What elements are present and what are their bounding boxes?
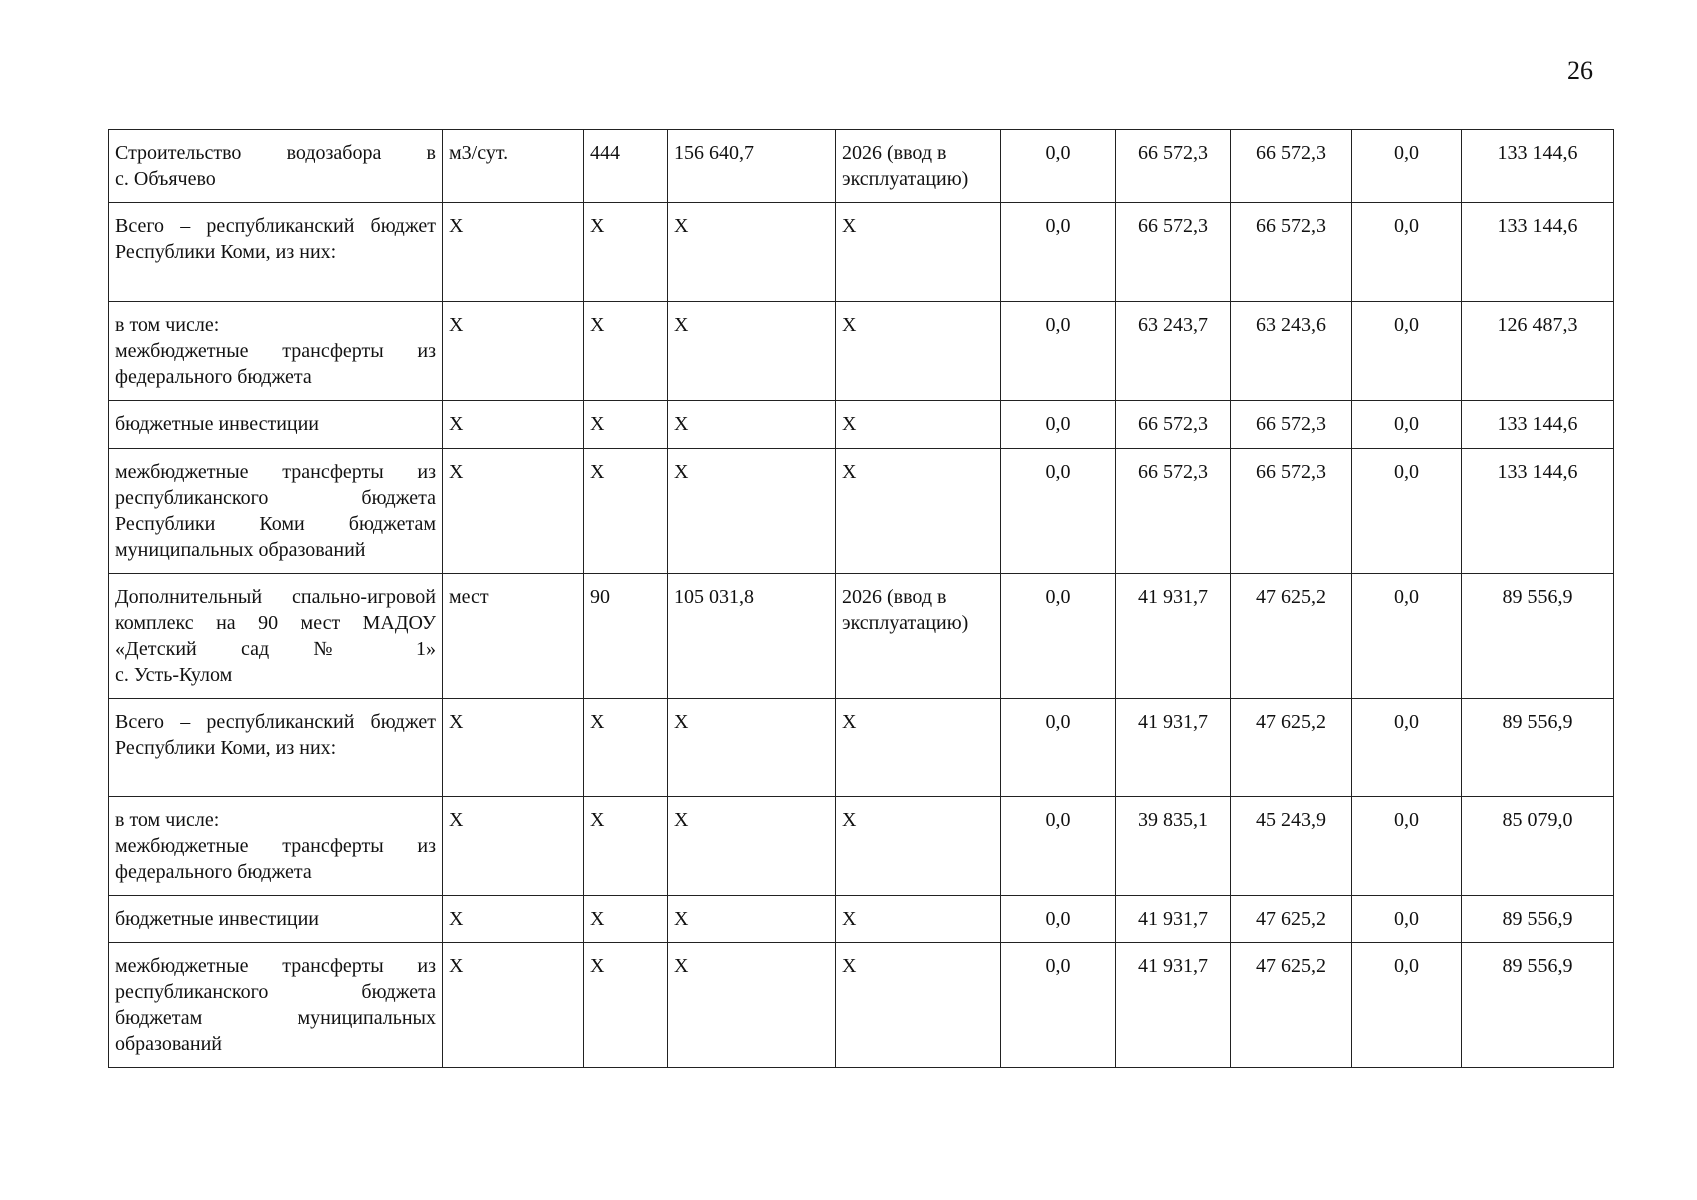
year-cell: 2026 (ввод в эксплуатацию) bbox=[836, 574, 1001, 699]
value-cell: 0,0 bbox=[1001, 699, 1116, 797]
table-row bbox=[109, 574, 1614, 699]
total-cell: 133 144,6 bbox=[1462, 203, 1614, 302]
object-name-line: межбюджетные трансферты из республиканского бюджета Республики Коми бюджетам муниципальных образований bbox=[115, 461, 436, 561]
object-name-cell bbox=[109, 699, 443, 797]
value-cell: 0,0 bbox=[1001, 943, 1116, 1068]
object-name-cell bbox=[109, 943, 443, 1068]
unit-cell: X bbox=[443, 699, 584, 797]
value-cell: 41 931,7 bbox=[1116, 574, 1231, 699]
capacity-cell: X bbox=[584, 943, 668, 1068]
total-cell: 126 487,3 bbox=[1462, 302, 1614, 401]
capacity-cell: 90 bbox=[584, 574, 668, 699]
total-cell: 89 556,9 bbox=[1462, 699, 1614, 797]
unit-cell: X bbox=[443, 203, 584, 302]
table-row bbox=[109, 699, 1614, 797]
object-name-line: межбюджетные трансферты из федерального бюджета bbox=[115, 835, 436, 883]
object-name-cell bbox=[109, 401, 443, 449]
value-cell: 66 572,3 bbox=[1116, 449, 1231, 574]
object-name-line: в том числе: bbox=[115, 809, 220, 831]
total-cell: 89 556,9 bbox=[1462, 574, 1614, 699]
object-name-cell bbox=[109, 203, 443, 302]
table-row bbox=[109, 943, 1614, 1068]
table-row bbox=[109, 130, 1614, 203]
year-cell: X bbox=[836, 699, 1001, 797]
capacity-cell: X bbox=[584, 203, 668, 302]
total-cell: 133 144,6 bbox=[1462, 449, 1614, 574]
unit-cell: м3/сут. bbox=[443, 130, 584, 203]
table-row bbox=[109, 302, 1614, 401]
year-cell: X bbox=[836, 797, 1001, 896]
value-cell: 41 931,7 bbox=[1116, 896, 1231, 943]
capacity-cell: X bbox=[584, 401, 668, 449]
unit-cell: X bbox=[443, 896, 584, 943]
unit-cell: X bbox=[443, 302, 584, 401]
object-name-line: межбюджетные трансферты из федерального бюджета bbox=[115, 340, 436, 388]
value-cell: 0,0 bbox=[1001, 449, 1116, 574]
total-cell: 89 556,9 bbox=[1462, 896, 1614, 943]
value-cell: 0,0 bbox=[1352, 797, 1462, 896]
value-cell: 66 572,3 bbox=[1116, 401, 1231, 449]
value-cell: 47 625,2 bbox=[1231, 943, 1352, 1068]
object-name-line: с. Усть-Кулом bbox=[115, 664, 233, 686]
value-cell: 66 572,3 bbox=[1116, 203, 1231, 302]
total-cell: 133 144,6 bbox=[1462, 130, 1614, 203]
object-name-line: бюджетные инвестиции bbox=[115, 413, 320, 435]
value-cell: 0,0 bbox=[1352, 401, 1462, 449]
value-cell: 0,0 bbox=[1352, 699, 1462, 797]
value-cell: 47 625,2 bbox=[1231, 699, 1352, 797]
value-cell: 41 931,7 bbox=[1116, 699, 1231, 797]
object-name-cell bbox=[109, 797, 443, 896]
capacity-cell: X bbox=[584, 699, 668, 797]
year-cell: X bbox=[836, 943, 1001, 1068]
value-cell: 0,0 bbox=[1001, 302, 1116, 401]
cost-cell: X bbox=[668, 449, 836, 574]
year-cell: 2026 (ввод в эксплуатацию) bbox=[836, 130, 1001, 203]
cost-cell: X bbox=[668, 302, 836, 401]
year-cell: X bbox=[836, 203, 1001, 302]
object-name-line: Всего – республиканский бюджет Республики Коми, из них: bbox=[115, 215, 436, 263]
value-cell: 0,0 bbox=[1352, 130, 1462, 203]
object-name-line: в том числе: bbox=[115, 314, 220, 336]
page-number: 26 bbox=[1567, 56, 1593, 85]
cost-cell: X bbox=[668, 943, 836, 1068]
value-cell: 63 243,7 bbox=[1116, 302, 1231, 401]
object-name-line: Всего – республиканский бюджет Республики Коми, из них: bbox=[115, 711, 436, 759]
value-cell: 63 243,6 bbox=[1231, 302, 1352, 401]
capacity-cell: X bbox=[584, 449, 668, 574]
cost-cell: X bbox=[668, 203, 836, 302]
value-cell: 39 835,1 bbox=[1116, 797, 1231, 896]
object-name-line: межбюджетные трансферты из республиканского бюджета бюджетам муниципальных образований bbox=[115, 955, 436, 1055]
object-name-cell bbox=[109, 574, 443, 699]
table-row bbox=[109, 203, 1614, 302]
value-cell: 0,0 bbox=[1352, 449, 1462, 574]
cost-cell: 105 031,8 bbox=[668, 574, 836, 699]
total-cell: 85 079,0 bbox=[1462, 797, 1614, 896]
cost-cell: X bbox=[668, 401, 836, 449]
value-cell: 0,0 bbox=[1001, 574, 1116, 699]
capacity-cell: X bbox=[584, 797, 668, 896]
value-cell: 0,0 bbox=[1352, 574, 1462, 699]
capacity-cell: 444 bbox=[584, 130, 668, 203]
value-cell: 0,0 bbox=[1001, 203, 1116, 302]
object-name-line: Строительство водозабора в bbox=[115, 142, 436, 164]
value-cell: 66 572,3 bbox=[1231, 401, 1352, 449]
object-name-line: бюджетные инвестиции bbox=[115, 908, 320, 930]
object-name-cell bbox=[109, 449, 443, 574]
total-cell: 89 556,9 bbox=[1462, 943, 1614, 1068]
value-cell: 0,0 bbox=[1001, 401, 1116, 449]
unit-cell: X bbox=[443, 797, 584, 896]
capacity-cell: X bbox=[584, 896, 668, 943]
value-cell: 0,0 bbox=[1352, 203, 1462, 302]
value-cell: 41 931,7 bbox=[1116, 943, 1231, 1068]
year-cell: X bbox=[836, 896, 1001, 943]
value-cell: 66 572,3 bbox=[1231, 203, 1352, 302]
table-row bbox=[109, 896, 1614, 943]
unit-cell: X bbox=[443, 943, 584, 1068]
object-name-line: с. Объячево bbox=[115, 168, 216, 190]
unit-cell: X bbox=[443, 449, 584, 574]
cost-cell: 156 640,7 bbox=[668, 130, 836, 203]
value-cell: 0,0 bbox=[1001, 130, 1116, 203]
value-cell: 66 572,3 bbox=[1116, 130, 1231, 203]
value-cell: 45 243,9 bbox=[1231, 797, 1352, 896]
year-cell: X bbox=[836, 449, 1001, 574]
cost-cell: X bbox=[668, 896, 836, 943]
table-row bbox=[109, 401, 1614, 449]
capacity-cell: X bbox=[584, 302, 668, 401]
table-row bbox=[109, 449, 1614, 574]
object-name-cell bbox=[109, 896, 443, 943]
value-cell: 0,0 bbox=[1352, 943, 1462, 1068]
cost-cell: X bbox=[668, 797, 836, 896]
unit-cell: X bbox=[443, 401, 584, 449]
unit-cell: мест bbox=[443, 574, 584, 699]
cost-cell: X bbox=[668, 699, 836, 797]
total-cell: 133 144,6 bbox=[1462, 401, 1614, 449]
value-cell: 0,0 bbox=[1001, 896, 1116, 943]
value-cell: 66 572,3 bbox=[1231, 130, 1352, 203]
year-cell: X bbox=[836, 401, 1001, 449]
year-cell: X bbox=[836, 302, 1001, 401]
table-row bbox=[109, 797, 1614, 896]
object-name-line: Дополнительный спально-игровой комплекс на 90 мест МАДОУ «Детский сад № 1» bbox=[115, 586, 436, 660]
value-cell: 47 625,2 bbox=[1231, 574, 1352, 699]
value-cell: 0,0 bbox=[1352, 302, 1462, 401]
object-name-cell bbox=[109, 130, 443, 203]
value-cell: 47 625,2 bbox=[1231, 896, 1352, 943]
budget-table bbox=[108, 129, 1614, 1068]
value-cell: 0,0 bbox=[1001, 797, 1116, 896]
value-cell: 0,0 bbox=[1352, 896, 1462, 943]
value-cell: 66 572,3 bbox=[1231, 449, 1352, 574]
object-name-cell bbox=[109, 302, 443, 401]
